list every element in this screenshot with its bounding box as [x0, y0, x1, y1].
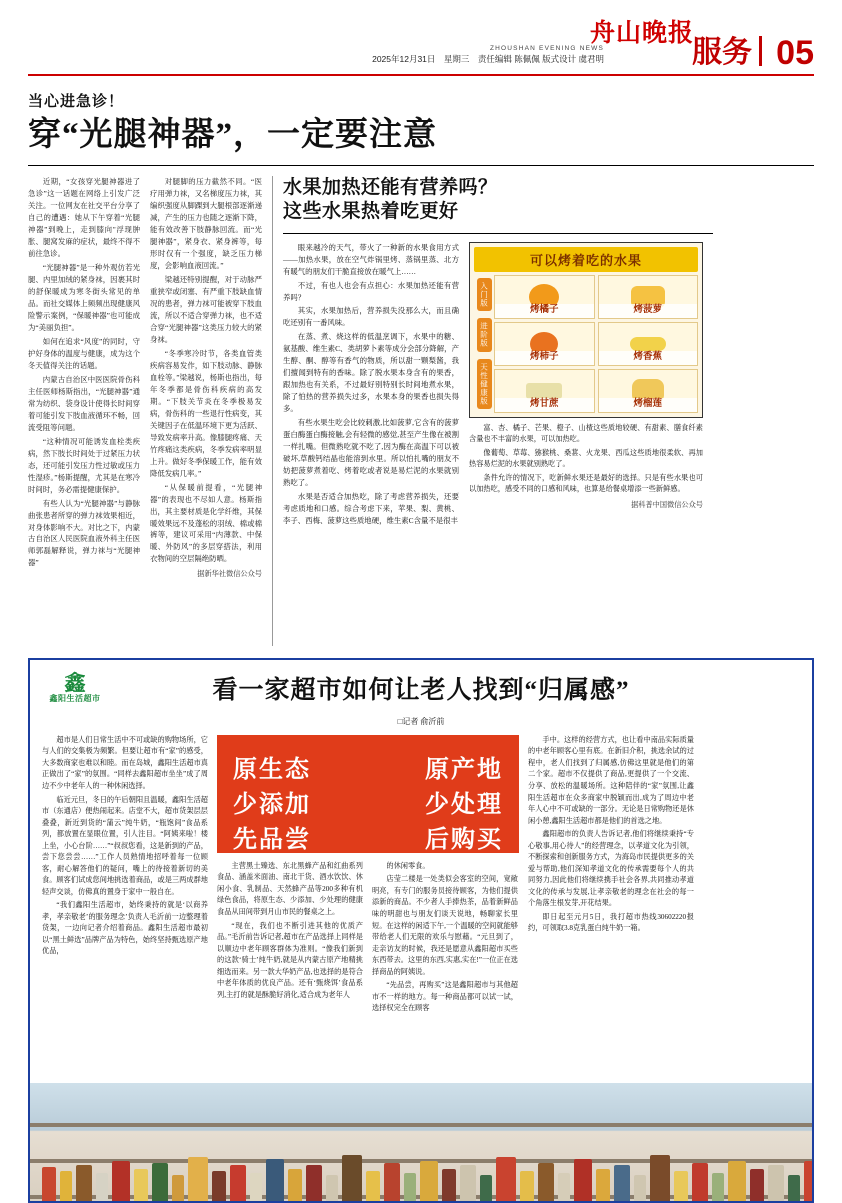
feature-header: [42, 670, 800, 710]
page-title: 穿“光腿神器”，一定要注意: [28, 117, 437, 153]
store-photo: [30, 1083, 812, 1201]
fruit-label: 烤菠萝: [599, 304, 698, 317]
paragraph: “这种情况可能诱发血栓类疾病，然下肢长时间处于过紧压力状态，还可能引发压力性过敏或压力性湿疹。”杨斯提醒，尤其是在寒冷时间时，务必需提健康保护。: [28, 436, 140, 494]
fruit-cell: [598, 369, 699, 413]
brand-glyph-icon: 鑫: [64, 670, 86, 695]
fruit-cell: [494, 322, 595, 366]
infographic-badges: [474, 275, 494, 413]
top-article-zone: [28, 176, 814, 646]
feature-column-3: [372, 861, 518, 1017]
feature-byline: □记者 俞沂前: [397, 716, 445, 726]
slogan-text: 后购买: [425, 826, 503, 853]
slogan-row: [233, 749, 503, 784]
paragraph: 条件允许的情况下，吃新鲜水果还是最好的选择。只是有些水果也可以加热吃，感受不同的口感和风味，也算是给餐桌增添一些新鲜感。: [469, 473, 703, 494]
paragraph: 有些人认为“光腿神器”与静脉曲张患者所穿的弹力袜效果相近，对身体影响不大。对比之下，内蒙古自治区人民医院血液外科主任医师郭磊解释说，弹力袜与“光腿神器”: [28, 498, 140, 568]
second-article-text: [283, 242, 459, 530]
paragraph: 超市是人们日常生活中不可或缺的购物场所，它与人们的交集极为频繁。但要让超市有“家”的感受，大多数商家也难以和睦。而在岛城，鑫阳生活超市真正做出了“家”的氛围。“同样去鑫阳超市坐坐”成了周边不少中老年人的一种休闲选择。: [42, 735, 208, 790]
fruit-label: 烤甘蔗: [495, 398, 594, 411]
paragraph: 即日起至元月5日，我打超市热线30602220报约，可领取3.8克乳蛋白纯牛奶一箱。: [528, 912, 694, 933]
feature-body: [42, 735, 800, 1017]
paragraph: “现在，我们也不断引进其他的优质产品。”毛沂前告诉记者,超市在产品选择上同样是以顺边中老年顾客群体为准则。“像我们新到的这款‘骑士’纯牛奶,就是从内蒙古原产地精挑细选而来。另一款大华奶产品,也选择的是符合中老年体质的优良产品。还有‘甄烧饵’食品系列,主打的就是酥脆好消化,适合成为老年人: [217, 921, 363, 999]
column-divider: [272, 176, 273, 646]
headline-rule: [28, 165, 814, 166]
fruit-cell: [494, 369, 595, 413]
second-article: [283, 176, 713, 646]
feature-title: 看一家超市如何让老人找到“归属感”: [212, 676, 630, 704]
fruit-label: 烤香蕉: [599, 351, 698, 364]
fruit-label: 烤柿子: [495, 351, 594, 364]
paragraph: 梁越还特别提醒，对于动脉严重狭窄或闭塞、有严重下肢缺血情况的患者，弹力袜可能被穿下肢血流，所以不适合穿弹力袜，也不适合穿“光腿神器”这类压力较大的紧身袜。: [150, 274, 262, 344]
slogan-banner: [217, 735, 519, 853]
infographic-footnotes: [469, 423, 703, 496]
paragraph: 对腿脚的压力截然不同。“医疗用弹力袜，又名梯度压力袜，其编织强度从脚踝到大腿根部逐渐递减，产生的压力也随之逐渐下降，能有效改善下肢静脉回流。而“光腿神器”，紧身衣、紧身裤等，每形时仅有一个强度，缺乏压力梯度，会影响血液回流。”: [150, 176, 262, 270]
slogan-row: [233, 819, 503, 854]
lead-column-1: [28, 176, 140, 646]
fruit-cell: [494, 275, 595, 319]
slogan-text: 少处理: [425, 791, 503, 818]
slogan-text: 先品尝: [233, 826, 311, 853]
fruit-cell: [598, 322, 699, 366]
paragraph: 眼来越冷的天气，带火了一种新的水果食用方式——加热水果，放在空气炸锅里烤、蒸锅里蒸、北方有暖气的朋友们干脆直接放在暖气上……: [283, 242, 459, 276]
paragraph: 店莹二楼是一处类似会客室的空间，宽敞明亮，有专门的服务员接待顾客，为他们提供添新的商品。不少者人手捧热茶，品着新鲜品味的明甜也与朋友们谈天说地，畅聊家长里短。在这样的闲适下午,一个温暖的空间就能够带给老人们无限的欢乐与慰藉。“元旦到了，走亲访友的时候，我还是愿意从鑫阳超市买些东西带去。这里的东西,实惠,实在!”一位正在选择商品的阿姨说。: [372, 875, 518, 976]
paragraph: 主营黑土臻选、东北黑蜂产品和红曲系列食品、涵盖米面油、南北干货、酒水饮饮、休闲小食、乳制品、天然蜂产品等200多种有机绿色食品，将原生态、少添加、少处理的健康食品从田间带到月山市民的餐桌之上。: [217, 861, 363, 916]
paragraph: 手中。这样的经营方式，也让看中南品实际质量的中老年顾客心里有底。在新旧介积，挑选余试的过程中，老人们找到了归属感,仿佛这里就是他们的第二个家。超市不仅提供了商品,更提供了一个交流、分享、放松的温暖场所。这种陪伴的“家”氛围,让鑫阳生活超市在众多商家中脱颖而出,成为了周边中老年人心中不可或缺的一部分。无论是日常购物还是休闲小憩,鑫阳生活超市都是他们的首选之地。: [528, 735, 694, 825]
paragraph: 像葡萄、草莓、猕猴桃、桑葚、火龙果、西瓜这些质地很柔软、再加热容易烂泥的水果就别熟吃了。: [469, 448, 703, 469]
feature-middle: [217, 735, 519, 1017]
second-article-title-line2: 这些水果热着吃更好: [283, 201, 459, 223]
fruit-label: 烤榴莲: [599, 398, 698, 411]
badge-intermediate: 进阶版: [477, 318, 492, 352]
badge-advanced: 天性健康版: [477, 359, 492, 410]
fruit-cell: [598, 275, 699, 319]
second-article-rule: [283, 233, 713, 234]
paragraph: 近期，“女孩穿光腿神器进了急诊”这一话题在网络上引发广泛关注。一位网友在社交平台分享了自己的遭遇：她从下午穿着“光腿神器”到晚上，走到膝向"浮现肿胀、腿窝发麻的症状，最终不得不前往急诊。: [28, 176, 140, 258]
feature-column-1: [42, 735, 208, 1017]
paragraph: “我们鑫阳生活超市，始终秉持的就是‘以商养孝，孝亲敬老’的服务理念’负责人毛沂前一边整理着货架，一边向记者介绍着商品。鑫阳生活超市最初以“黑土鲜选”品牌产品为特色，始终坚持甄选原产地优品，: [42, 901, 208, 956]
slogan-text: 原生态: [233, 756, 311, 783]
paragraph: 不过，有也人也会有点担心：水果加热还能有营养吗？: [283, 280, 459, 302]
fruit-infographic: [469, 242, 703, 530]
slogan-text: 少添加: [233, 791, 311, 818]
page-number: 05: [776, 34, 814, 72]
paragraph: “从保暖前提看，“光腿神器”的表现也不尽如人意。杨斯指出，其主要材质是化学纤维，其保暖效果远不及蓬松的羽绒、棉或棉裤等，建议可采用“内薄款、中保暖、外防风”的多层穿搭法，利用衣物间的空层隔绝防晒。: [150, 482, 262, 564]
slogan-text: 原产地: [425, 756, 503, 783]
second-article-source: 据科普中国微信公众号: [631, 500, 703, 509]
newspaper-logo: 舟山晚报: [589, 20, 694, 47]
fruit-grid: [494, 275, 698, 413]
paragraph: 的休闲零食。: [386, 861, 430, 870]
paragraph: 临近元旦，冬日的午后朝阳且温暖，鑫阳生活超市（东通店）便热闹起来。店堂不大，超市货架层层叠叠，新近到货的“蒲云”纯牛奶，“瓶饱间”食品系列，都放置在显眼位置，引人注目。“阿姨来啦！楼上坐，小心台阶……”“叔叔您看，这是新到的产品，尝下您尝尝……”工作人员熟情地招呼着每一位顾客，耐心解答他们的疑问，嘴上的待接着新切的美食。顾客们试成您间地挑选着商品，或是三两成群地轻声交谈，仿佛真的置身于家中一般自在。: [42, 795, 208, 896]
slogan-row: [233, 784, 503, 819]
masthead-meta: [372, 44, 604, 67]
second-article-title-line1: 水果加热还能有营养吗？: [283, 176, 498, 198]
masthead-divider: [759, 36, 762, 66]
masthead-dateline: 2025年12月31日 星期三 责任编辑 陈佩佩 版式设计 虞君明: [372, 54, 604, 65]
fruit-label: 烤橘子: [495, 304, 594, 317]
paragraph: “冬季寒冷时节，各类血管类疾病容易发作，如下肢动脉、静脉血栓等。”梁越说，杨斯也指出，每年冬季都是骨伤科疾病的高发期。“下肢关节炎在冬季极易发病，骨伤科的一些退行性病变，其关键因子在低温环境下更为活跃、导致发病率升高。像膝腿疼痛、天竹疼痛这类疾病，冬季发病率明显上升。做好冬季保暖工作，能有效降低发病几率。”: [150, 348, 262, 478]
feature-column-4: [528, 735, 694, 1017]
section-title: 服务: [692, 36, 752, 69]
badge-entry: 入门版: [477, 278, 492, 312]
paragraph: 水果是否适合加热吃，除了考虑营养损失，还要考虑质地和口感。综合考虑下来，苹果、梨、黄桃、李子、西梅、菠萝这些质地硬，维生素C含量不是很丰: [283, 492, 459, 526]
kicker: 当心进急诊！: [28, 94, 125, 110]
feature-advertorial: [28, 658, 814, 1203]
infographic-title: 可以烤着吃的水果: [474, 247, 698, 272]
feature-column-2: [217, 861, 363, 1017]
lead-column-2: [150, 176, 262, 646]
paragraph: 内蒙古自治区中医医院骨伤科主任医师杨斯指出，“光腿神器”通常为纺织、袋身设计使得长时间穿着可能引发下肢血液循环不畅，回流受阻等问题。: [28, 374, 140, 432]
paragraph: 有些水果生吃会比较刺激,比如菠萝,它含有的菠萝蛋白酶蛋白酶接触,会有轻微的感觉,甚至产生像在被割一样扎嘴。但微熟吃就不吃了,因为酶在高温下可以被破坏,草酸钙结晶也能溶到水里。所以怕扎嘴的朋友不妨把菠萝煮着吃、烤着吃或者说是易烂泥的水果就别熟吃了。: [283, 418, 459, 488]
paragraph: 鑫阳超市的负责人告诉记者,他们将继续秉持“专心敬事,用心待人”的经营理念，以孝道文化为引领，不断探索和创新服务方式，为海岛市民提供更多的关爱与帮助,他们深知孝道文化的传承需要每个人的共同努力,因此他们将继续携手社会各界,共同推动孝道文化的传承与发展,让孝亲敬老的理念在社会的每一个角落生根发芽,开花结果。: [528, 830, 694, 908]
paragraph: “光腿神器”是一种外观仿若光腿、内里加绒的紧身袜，因裹其时的舒保暖成为寒冬街头常见的单品。而社交媒体上频频出现健康风险警示案例，“保暖神器”也可能成为“美丽负担”。: [28, 262, 140, 332]
masthead: [28, 0, 814, 76]
paragraph: 富、杏、橘子、芒果、橙子、山楂这些质地较硬、有甜素、膳食纤素含量也不丰富的水果，可以加热吃。: [469, 423, 703, 444]
lead-source: 据新华社微信公众号: [197, 570, 262, 579]
paragraph: “先品尝，再购买”这是鑫阳超市与其他超市不一样的地方。每一种商品都可以试一试，选择权完全在顾客: [372, 981, 518, 1013]
paragraph: 如何在追求“风度”的同时，守护好身体的温度与健康，成为这个冬天值得关注的话题。: [28, 336, 140, 370]
brand-logo: [42, 672, 108, 704]
brand-name: 鑫阳生活超市: [49, 694, 101, 704]
paragraph: 其实，水果加热后，营养损失没那么大，而且确吃还别有一番风味。: [283, 306, 459, 328]
paragraph: 在蒸、煮、烧这样的低温烹调下，水果中的糖、氨基酸、维生素C、类胡萝卜素等成分会部分降解，产生醇、酮、醇等有香气的物质，所以甜一颗梨酱，我们擅闻到特有的香味。除了脱水果本身含有的果香，跟加热也有关系，不过最好别特别长时间地煮水果，除了怕热的营养损失过多，水果本身的果香也损失得多。: [283, 332, 459, 414]
masthead-english-name: ZHOUSHAN EVENING NEWS: [489, 44, 604, 52]
